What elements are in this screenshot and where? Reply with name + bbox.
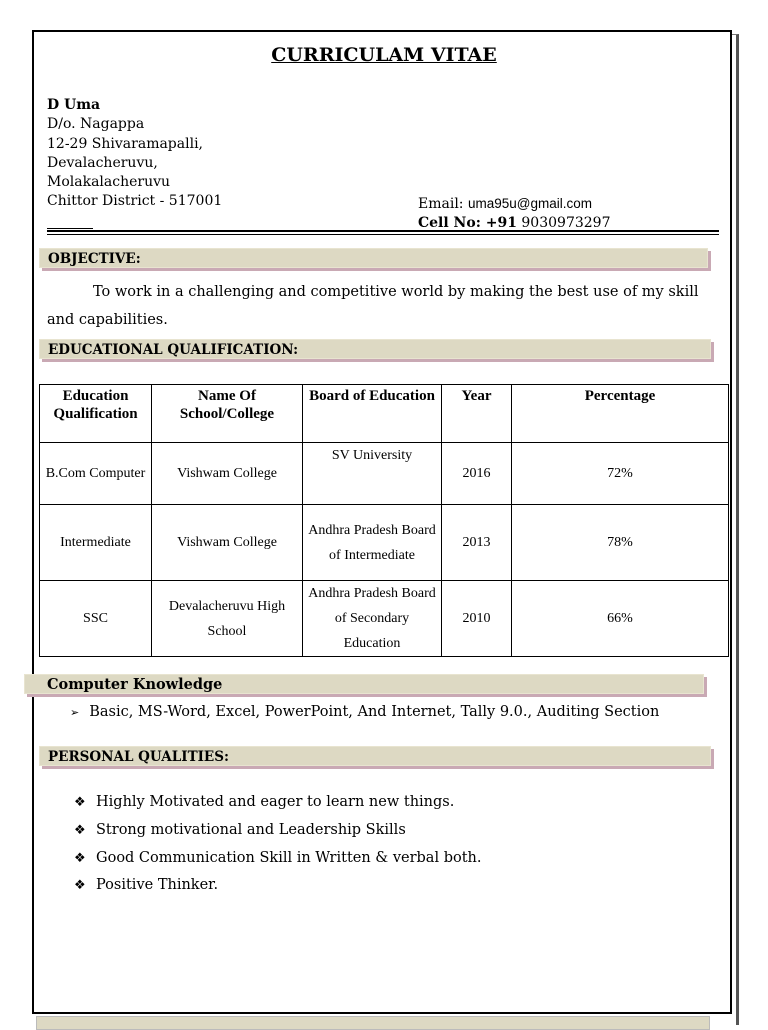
divider: [47, 230, 719, 232]
table-cell: 72%: [512, 443, 729, 505]
table-cell: Intermediate: [40, 505, 152, 581]
document-title: CURRICULAM VITAE: [271, 44, 497, 66]
objective-heading: OBJECTIVE:: [39, 248, 708, 268]
bottom-section-bar: [36, 1016, 710, 1030]
column-header: Board of Education: [303, 385, 442, 443]
divider: [47, 234, 719, 235]
address-line: Devalacheruvu,: [47, 154, 158, 171]
address-block: [47, 96, 222, 212]
table-row: [40, 581, 729, 657]
table-cell: 2010: [442, 581, 512, 657]
table-row: [40, 443, 729, 505]
table-cell: Andhra Pradesh Board of Intermediate: [303, 505, 442, 581]
address-line: Molakalacheruvu: [47, 174, 171, 191]
table-header-row: [40, 385, 729, 443]
table-row: [40, 505, 729, 581]
table-cell: 2013: [442, 505, 512, 581]
table-cell: Vishwam College: [152, 505, 303, 581]
arrow-bullet-icon: ➢: [70, 706, 80, 719]
diamond-bullet-icon: ❖: [74, 795, 86, 810]
list-item: [74, 848, 482, 876]
column-header: Year: [442, 385, 512, 443]
table-cell: 78%: [512, 505, 729, 581]
list-item: [74, 820, 482, 848]
table-cell: 2016: [442, 443, 512, 505]
list-item: [74, 792, 482, 820]
cell-number: 9030973297: [516, 215, 611, 231]
column-header: Percentage: [512, 385, 729, 443]
address-line: 12-29 Shivaramapalli,: [47, 135, 204, 152]
objective-text: To work in a challenging and competitive world by making the best use of my skill and capabilities.: [47, 284, 699, 328]
table-cell: Devalacheruvu High School: [152, 581, 303, 657]
divider: [47, 228, 93, 229]
table-cell: 66%: [512, 581, 729, 657]
contact-block: [418, 194, 610, 233]
table-cell: B.Com Computer: [40, 443, 152, 505]
address-line: D/o. Nagappa: [47, 116, 145, 133]
education-heading: EDUCATIONAL QUALIFICATION:: [39, 339, 711, 359]
column-header: Education Qualification: [40, 385, 152, 443]
email-link[interactable]: uma95u@gmail.com: [467, 196, 592, 211]
quality-text: Positive Thinker.: [96, 877, 219, 894]
quality-text: Good Communication Skill in Written & verbal both.: [96, 849, 482, 866]
diamond-bullet-icon: ❖: [74, 878, 86, 894]
computer-knowledge-item: [70, 704, 659, 720]
diamond-bullet-icon: ❖: [74, 850, 86, 866]
education-table: [39, 384, 729, 657]
list-item: [74, 875, 482, 903]
table-cell: Andhra Pradesh Board of Secondary Education: [303, 581, 442, 657]
qualities-list: [74, 792, 482, 903]
computer-knowledge-heading: Computer Knowledge: [24, 674, 704, 694]
cell-label: Cell No: +91: [418, 215, 517, 231]
table-cell: SSC: [40, 581, 152, 657]
table-cell: Vishwam College: [152, 443, 303, 505]
email-line: [418, 194, 610, 214]
personal-qualities-heading: PERSONAL QUALITIES:: [39, 746, 711, 766]
computer-knowledge-text: Basic, MS-Word, Excel, PowerPoint, And Internet, Tally 9.0., Auditing Section: [89, 704, 660, 720]
email-label: Email:: [418, 196, 468, 212]
quality-text: Highly Motivated and eager to learn new things.: [96, 794, 455, 810]
address-line: Chittor District - 517001: [47, 193, 223, 210]
candidate-name: D Uma: [47, 97, 101, 113]
diamond-bullet-icon: ❖: [74, 822, 86, 838]
quality-text: Strong motivational and Leadership Skills: [96, 821, 406, 838]
column-header: Name Of School/College: [152, 385, 303, 443]
table-cell: SV University: [303, 443, 442, 505]
